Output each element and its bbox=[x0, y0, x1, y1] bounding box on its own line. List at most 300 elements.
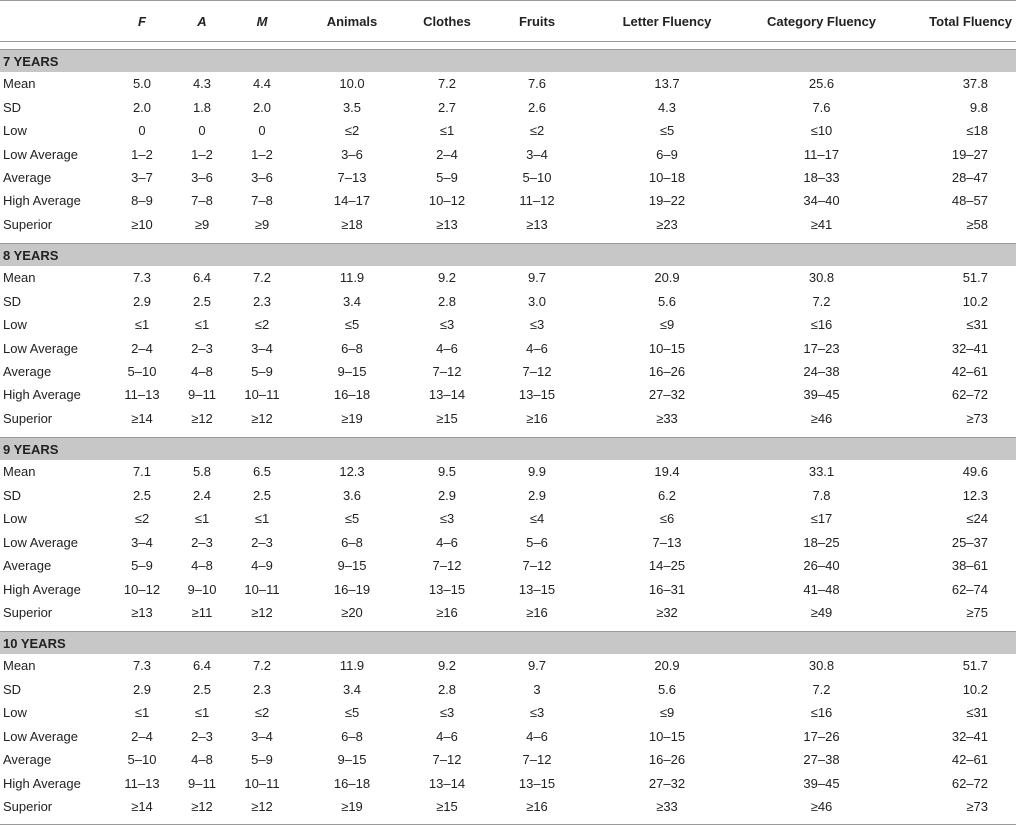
cell-m: 4–9 bbox=[251, 558, 273, 574]
header-a: A bbox=[172, 1, 232, 42]
cell-category-fluency: 25.6 bbox=[808, 76, 835, 92]
cell-f: 3–4 bbox=[131, 534, 153, 550]
age-group-header bbox=[0, 50, 1016, 73]
cell-row-label: Low bbox=[3, 317, 27, 333]
cell-clothes: 4–6 bbox=[436, 340, 458, 356]
cell-clothes: ≥13 bbox=[436, 216, 458, 232]
cell-animals: 3.4 bbox=[342, 293, 362, 309]
cell-category-fluency: 7.2 bbox=[812, 293, 831, 309]
cell-total-fluency: ≥58 bbox=[966, 216, 988, 232]
header-label-column bbox=[0, 1, 112, 42]
cell-clothes: 2.8 bbox=[437, 293, 457, 309]
cell-f: 5–10 bbox=[127, 364, 157, 380]
cell-m: ≤2 bbox=[254, 317, 270, 333]
cell-f: 2.0 bbox=[132, 99, 152, 115]
cell-f: 2–4 bbox=[131, 340, 153, 356]
cell-clothes: ≤3 bbox=[439, 511, 455, 527]
age-group-header bbox=[0, 244, 1016, 267]
cell-m: ≥9 bbox=[254, 216, 270, 232]
cell-animals: 9–15 bbox=[337, 752, 367, 768]
cell-row-label: Average bbox=[3, 752, 52, 768]
cell-row-label: Average bbox=[3, 364, 52, 380]
cell-clothes: ≥16 bbox=[436, 604, 458, 620]
cell-m: 2.5 bbox=[252, 487, 272, 503]
cell-m: ≤1 bbox=[254, 511, 270, 527]
cell-f: ≥14 bbox=[131, 410, 153, 426]
group-spacer bbox=[0, 624, 1016, 632]
cell-row-label: Superior bbox=[3, 799, 53, 815]
cell-f: 3–7 bbox=[131, 169, 153, 185]
cell-m: 10–11 bbox=[244, 387, 280, 403]
cell-letter-fluency: ≥32 bbox=[656, 604, 678, 620]
cell-a: 2.5 bbox=[192, 293, 212, 309]
cell-fruits: 13–15 bbox=[518, 387, 556, 403]
table-body bbox=[0, 42, 1016, 825]
cell-a: 2–3 bbox=[191, 340, 213, 356]
cell-m: 6.5 bbox=[252, 464, 272, 480]
cell-a: ≥12 bbox=[191, 410, 213, 426]
cell-fruits: 3.0 bbox=[527, 293, 547, 309]
cell-a: 6.4 bbox=[192, 270, 212, 286]
cell-fruits: 2.9 bbox=[527, 487, 547, 503]
cell-clothes: 4–6 bbox=[436, 534, 458, 550]
cell-f: 11–13 bbox=[124, 387, 160, 403]
cell-row-label: Superior bbox=[3, 216, 53, 232]
table-row bbox=[0, 678, 1016, 701]
cell-a: 4–8 bbox=[191, 752, 213, 768]
cell-m: 5–9 bbox=[251, 752, 273, 768]
cell-category-fluency: 34–40 bbox=[803, 193, 840, 209]
cell-letter-fluency: 19.4 bbox=[654, 464, 680, 480]
cell-letter-fluency: ≥23 bbox=[656, 216, 678, 232]
cell-letter-fluency: ≤9 bbox=[659, 705, 675, 721]
cell-category-fluency: ≥49 bbox=[810, 604, 833, 620]
table-row bbox=[0, 484, 1016, 507]
cell-category-fluency: ≥41 bbox=[810, 216, 833, 232]
group-spacer bbox=[0, 236, 1016, 244]
cell-a: 5.8 bbox=[192, 464, 212, 480]
cell-total-fluency: 51.7 bbox=[962, 658, 988, 674]
cell-fruits: 2.6 bbox=[527, 99, 547, 115]
cell-fruits: ≥16 bbox=[526, 410, 548, 426]
cell-f: 2–4 bbox=[131, 728, 153, 744]
cell-f: ≥13 bbox=[131, 604, 153, 620]
cell-total-fluency: ≥73 bbox=[966, 410, 988, 426]
cell-fruits: 9.7 bbox=[527, 270, 547, 286]
cell-clothes: ≤3 bbox=[439, 317, 455, 333]
cell-total-fluency: 48–57 bbox=[951, 193, 988, 209]
cell-fruits: 13–15 bbox=[518, 581, 556, 597]
cell-m: 5–9 bbox=[251, 364, 273, 380]
table-row bbox=[0, 554, 1016, 577]
cell-m: 3–6 bbox=[251, 169, 273, 185]
cell-fruits: 4–6 bbox=[526, 728, 548, 744]
cell-animals: 6–8 bbox=[341, 728, 363, 744]
cell-fruits: 5–10 bbox=[522, 169, 552, 185]
cell-letter-fluency: 16–31 bbox=[648, 581, 686, 597]
cell-row-label: Mean bbox=[3, 76, 36, 92]
group-spacer-cell bbox=[0, 624, 1016, 632]
cell-a: ≤1 bbox=[194, 511, 210, 527]
cell-clothes: 9.2 bbox=[437, 658, 457, 674]
cell-row-label: Average bbox=[3, 558, 52, 574]
cell-a: 2–3 bbox=[191, 728, 213, 744]
cell-letter-fluency: 5.6 bbox=[657, 293, 677, 309]
cell-fruits: 3 bbox=[533, 681, 541, 697]
table-bottom-rule bbox=[0, 818, 1016, 825]
cell-animals: ≤5 bbox=[344, 317, 360, 333]
table-row bbox=[0, 654, 1016, 677]
cell-m: 7.2 bbox=[252, 658, 272, 674]
cell-letter-fluency: 6–9 bbox=[656, 146, 678, 162]
cell-letter-fluency: 16–26 bbox=[648, 364, 686, 380]
cell-f: 2.9 bbox=[132, 293, 152, 309]
group-spacer bbox=[0, 42, 1016, 50]
cell-category-fluency: ≥46 bbox=[810, 410, 833, 426]
cell-m: ≤2 bbox=[254, 705, 270, 721]
cell-letter-fluency: ≥33 bbox=[656, 410, 678, 426]
cell-animals: ≥19 bbox=[341, 799, 363, 815]
cell-animals: ≤2 bbox=[344, 123, 360, 139]
cell-total-fluency: ≥75 bbox=[966, 604, 988, 620]
cell-fruits: ≤4 bbox=[529, 511, 545, 527]
cell-category-fluency: ≤17 bbox=[810, 511, 833, 527]
table-row bbox=[0, 725, 1016, 748]
cell-total-fluency: 62–74 bbox=[951, 581, 988, 597]
cell-f: ≤1 bbox=[134, 317, 150, 333]
age-group-header bbox=[0, 632, 1016, 655]
cell-clothes: ≥15 bbox=[436, 799, 458, 815]
cell-letter-fluency: 10–15 bbox=[648, 340, 686, 356]
cell-a: ≥9 bbox=[194, 216, 210, 232]
cell-a: 6.4 bbox=[192, 658, 212, 674]
cell-letter-fluency: 20.9 bbox=[654, 658, 680, 674]
cell-fruits: ≤2 bbox=[529, 123, 545, 139]
cell-a: 2.5 bbox=[192, 681, 212, 697]
cell-clothes: 2.9 bbox=[437, 487, 457, 503]
cell-letter-fluency: ≤6 bbox=[659, 511, 675, 527]
table-row bbox=[0, 771, 1016, 794]
cell-animals: 11.9 bbox=[339, 270, 365, 286]
cell-animals: ≤5 bbox=[344, 511, 360, 527]
cell-fruits: 13–15 bbox=[518, 775, 556, 791]
table-row bbox=[0, 189, 1016, 212]
cell-category-fluency: 7.2 bbox=[812, 681, 831, 697]
cell-f: 5.0 bbox=[132, 76, 152, 92]
table-row bbox=[0, 577, 1016, 600]
table-row bbox=[0, 701, 1016, 724]
table-row bbox=[0, 360, 1016, 383]
table-row bbox=[0, 530, 1016, 553]
cell-fruits: 7–12 bbox=[522, 364, 552, 380]
cell-m: 10–11 bbox=[244, 581, 280, 597]
cell-total-fluency: ≤24 bbox=[966, 511, 988, 527]
table-row bbox=[0, 266, 1016, 289]
table-row bbox=[0, 119, 1016, 142]
cell-letter-fluency: 7–13 bbox=[652, 534, 682, 550]
header-category-fluency: Category Fluency bbox=[742, 1, 901, 42]
age-group-header bbox=[0, 438, 1016, 461]
cell-row-label: High Average bbox=[3, 387, 81, 403]
cell-a: ≥11 bbox=[191, 604, 213, 620]
cell-f: 0 bbox=[138, 123, 146, 139]
cell-total-fluency: 9.8 bbox=[969, 99, 988, 115]
cell-a: 2.4 bbox=[192, 487, 212, 503]
cell-clothes: 4–6 bbox=[436, 728, 458, 744]
cell-clothes: 7–12 bbox=[432, 364, 462, 380]
header-clothes: Clothes bbox=[412, 1, 482, 42]
cell-m: 1–2 bbox=[251, 146, 273, 162]
cell-total-fluency: 42–61 bbox=[951, 752, 988, 768]
cell-fruits: 7.6 bbox=[527, 76, 547, 92]
header-letter-fluency: Letter Fluency bbox=[592, 1, 742, 42]
cell-total-fluency: 37.8 bbox=[962, 76, 988, 92]
cell-fruits: 7–12 bbox=[522, 752, 552, 768]
cell-animals: 14–17 bbox=[333, 193, 371, 209]
age-group-title: 9 YEARS bbox=[0, 438, 1016, 461]
cell-a: 0 bbox=[198, 123, 206, 139]
cell-category-fluency: 30.8 bbox=[808, 270, 835, 286]
table-row bbox=[0, 601, 1016, 624]
table-row bbox=[0, 142, 1016, 165]
cell-m: 4.4 bbox=[252, 76, 272, 92]
cell-f: 10–12 bbox=[123, 581, 161, 597]
table-row bbox=[0, 383, 1016, 406]
cell-a: ≤1 bbox=[194, 705, 210, 721]
cell-animals: 16–19 bbox=[333, 581, 371, 597]
cell-category-fluency: 39–45 bbox=[803, 387, 840, 403]
group-spacer-cell bbox=[0, 42, 1016, 50]
cell-f: 2.5 bbox=[132, 487, 152, 503]
cell-category-fluency: ≤10 bbox=[810, 123, 833, 139]
cell-a: 9–11 bbox=[188, 775, 216, 791]
cell-clothes: 7.2 bbox=[437, 76, 457, 92]
cell-total-fluency: 10.2 bbox=[962, 293, 988, 309]
cell-category-fluency: 18–33 bbox=[803, 169, 840, 185]
cell-m: 2.0 bbox=[252, 99, 272, 115]
cell-total-fluency: 49.6 bbox=[962, 464, 988, 480]
cell-row-label: Average bbox=[3, 169, 52, 185]
cell-m: 10–11 bbox=[244, 775, 280, 791]
cell-a: 1–2 bbox=[191, 146, 213, 162]
cell-f: 8–9 bbox=[131, 193, 153, 209]
cell-animals: 6–8 bbox=[341, 534, 363, 550]
cell-f: ≥10 bbox=[131, 216, 153, 232]
cell-total-fluency: 25–37 bbox=[951, 534, 988, 550]
cell-animals: 3.5 bbox=[342, 99, 362, 115]
cell-a: 7–8 bbox=[191, 193, 213, 209]
cell-m: 2–3 bbox=[251, 534, 273, 550]
header-fruits: Fruits bbox=[482, 1, 592, 42]
cell-fruits: 3–4 bbox=[526, 146, 548, 162]
cell-row-label: Superior bbox=[3, 604, 53, 620]
cell-animals: 11.9 bbox=[339, 658, 365, 674]
cell-clothes: ≥15 bbox=[436, 410, 458, 426]
cell-total-fluency: 12.3 bbox=[962, 487, 988, 503]
cell-animals: 16–18 bbox=[333, 775, 371, 791]
cell-a: 2–3 bbox=[191, 534, 213, 550]
cell-a: ≤1 bbox=[194, 317, 210, 333]
cell-row-label: Low Average bbox=[3, 534, 78, 550]
cell-fruits: ≥13 bbox=[526, 216, 548, 232]
cell-fruits: 11–12 bbox=[519, 193, 555, 209]
cell-f: 1–2 bbox=[131, 146, 153, 162]
cell-a: 9–10 bbox=[187, 581, 217, 597]
group-spacer bbox=[0, 430, 1016, 438]
cell-f: 7.3 bbox=[132, 270, 152, 286]
cell-clothes: 7–12 bbox=[432, 752, 462, 768]
cell-m: 7.2 bbox=[252, 270, 272, 286]
cell-category-fluency: 27–38 bbox=[803, 752, 840, 768]
cell-clothes: ≤3 bbox=[439, 705, 455, 721]
cell-total-fluency: 62–72 bbox=[951, 387, 988, 403]
cell-a: 4–8 bbox=[191, 558, 213, 574]
table-row bbox=[0, 313, 1016, 336]
cell-clothes: ≤1 bbox=[439, 123, 455, 139]
cell-clothes: 2.7 bbox=[437, 99, 457, 115]
cell-letter-fluency: 13.7 bbox=[654, 76, 680, 92]
cell-a: 4.3 bbox=[192, 76, 212, 92]
cell-category-fluency: 24–38 bbox=[803, 364, 840, 380]
cell-f: ≤2 bbox=[134, 511, 150, 527]
table-row bbox=[0, 795, 1016, 818]
table-row bbox=[0, 290, 1016, 313]
cell-row-label: Superior bbox=[3, 410, 53, 426]
cell-fruits: 9.9 bbox=[527, 464, 547, 480]
cell-category-fluency: 33.1 bbox=[808, 464, 835, 480]
cell-category-fluency: ≤16 bbox=[810, 705, 833, 721]
cell-letter-fluency: 6.2 bbox=[657, 487, 677, 503]
cell-letter-fluency: 20.9 bbox=[654, 270, 680, 286]
cell-row-label: Mean bbox=[3, 464, 36, 480]
cell-clothes: 9.5 bbox=[437, 464, 457, 480]
cell-clothes: 2.8 bbox=[437, 681, 457, 697]
cell-total-fluency: ≤31 bbox=[966, 317, 988, 333]
cell-category-fluency: 18–25 bbox=[803, 534, 840, 550]
table-row bbox=[0, 460, 1016, 483]
cell-category-fluency: 39–45 bbox=[803, 775, 840, 791]
cell-category-fluency: 41–48 bbox=[803, 581, 840, 597]
cell-category-fluency: 11–17 bbox=[803, 146, 840, 162]
cell-animals: 9–15 bbox=[337, 364, 367, 380]
cell-row-label: Low Average bbox=[3, 146, 78, 162]
cell-m: 7–8 bbox=[251, 193, 273, 209]
cell-category-fluency: 7.8 bbox=[812, 487, 831, 503]
cell-letter-fluency: 16–26 bbox=[648, 752, 686, 768]
cell-f: 5–9 bbox=[131, 558, 153, 574]
group-spacer-cell bbox=[0, 430, 1016, 438]
cell-animals: ≥19 bbox=[341, 410, 363, 426]
table-row bbox=[0, 213, 1016, 236]
cell-row-label: SD bbox=[3, 681, 22, 697]
table-bottom-rule-cell bbox=[0, 818, 1016, 825]
cell-row-label: Low bbox=[3, 511, 27, 527]
cell-animals: 3–6 bbox=[341, 146, 363, 162]
cell-total-fluency: 62–72 bbox=[951, 775, 988, 791]
cell-row-label: Mean bbox=[3, 658, 36, 674]
cell-fruits: ≤3 bbox=[529, 705, 545, 721]
cell-total-fluency: 10.2 bbox=[962, 681, 988, 697]
cell-row-label: High Average bbox=[3, 581, 81, 597]
cell-row-label: SD bbox=[3, 293, 22, 309]
cell-m: 0 bbox=[258, 123, 266, 139]
cell-letter-fluency: 10–15 bbox=[648, 728, 686, 744]
cell-m: 3–4 bbox=[251, 728, 273, 744]
cell-f: 2.9 bbox=[132, 681, 152, 697]
cell-animals: 3.4 bbox=[342, 681, 362, 697]
table-row bbox=[0, 72, 1016, 95]
cell-fruits: ≤3 bbox=[529, 317, 545, 333]
cell-total-fluency: 42–61 bbox=[951, 364, 988, 380]
cell-letter-fluency: 19–22 bbox=[648, 193, 686, 209]
cell-m: ≥12 bbox=[251, 604, 273, 620]
cell-clothes: 9.2 bbox=[437, 270, 457, 286]
cell-total-fluency: ≥73 bbox=[966, 799, 988, 815]
cell-f: 7.1 bbox=[132, 464, 152, 480]
cell-total-fluency: 32–41 bbox=[951, 340, 988, 356]
cell-a: 9–11 bbox=[188, 387, 216, 403]
cell-animals: 3.6 bbox=[342, 487, 362, 503]
cell-a: ≥12 bbox=[191, 799, 213, 815]
age-group-title: 10 YEARS bbox=[0, 632, 1016, 655]
cell-letter-fluency: ≥33 bbox=[656, 799, 678, 815]
cell-animals: ≥20 bbox=[341, 604, 363, 620]
cell-letter-fluency: 4.3 bbox=[657, 99, 677, 115]
cell-letter-fluency: 5.6 bbox=[657, 681, 677, 697]
cell-f: ≥14 bbox=[131, 799, 153, 815]
cell-category-fluency: 30.8 bbox=[808, 658, 835, 674]
cell-total-fluency: 32–41 bbox=[951, 728, 988, 744]
cell-row-label: Low Average bbox=[3, 728, 78, 744]
cell-category-fluency: 26–40 bbox=[803, 558, 840, 574]
cell-fruits: 9.7 bbox=[527, 658, 547, 674]
cell-animals: 9–15 bbox=[337, 558, 367, 574]
cell-letter-fluency: 27–32 bbox=[648, 775, 686, 791]
cell-category-fluency: 17–23 bbox=[803, 340, 840, 356]
cell-m: 3–4 bbox=[251, 340, 273, 356]
cell-animals: ≤5 bbox=[344, 705, 360, 721]
cell-fruits: ≥16 bbox=[526, 799, 548, 815]
group-spacer-cell bbox=[0, 236, 1016, 244]
cell-m: 2.3 bbox=[252, 681, 272, 697]
cell-row-label: Low bbox=[3, 123, 27, 139]
cell-row-label: High Average bbox=[3, 775, 81, 791]
cell-letter-fluency: ≤9 bbox=[659, 317, 675, 333]
table-row bbox=[0, 336, 1016, 359]
cell-category-fluency: ≤16 bbox=[810, 317, 833, 333]
cell-animals: 12.3 bbox=[339, 464, 365, 480]
header-row bbox=[0, 1, 1016, 42]
cell-fruits: ≥16 bbox=[526, 604, 548, 620]
cell-a: 1.8 bbox=[192, 99, 212, 115]
cell-letter-fluency: 10–18 bbox=[648, 169, 686, 185]
header-total-fluency: Total Fluency bbox=[901, 1, 1016, 42]
cell-clothes: 13–14 bbox=[428, 387, 466, 403]
cell-letter-fluency: ≤5 bbox=[659, 123, 675, 139]
cell-f: 11–13 bbox=[124, 775, 160, 791]
cell-clothes: 13–15 bbox=[428, 581, 466, 597]
cell-m: ≥12 bbox=[251, 410, 273, 426]
header-animals: Animals bbox=[292, 1, 412, 42]
cell-m: ≥12 bbox=[251, 799, 273, 815]
cell-row-label: SD bbox=[3, 487, 22, 503]
cell-fruits: 5–6 bbox=[526, 534, 548, 550]
cell-row-label: SD bbox=[3, 99, 22, 115]
age-group-title: 8 YEARS bbox=[0, 244, 1016, 267]
cell-total-fluency: 28–47 bbox=[951, 169, 988, 185]
cell-m: 2.3 bbox=[252, 293, 272, 309]
cell-animals: 16–18 bbox=[333, 387, 371, 403]
